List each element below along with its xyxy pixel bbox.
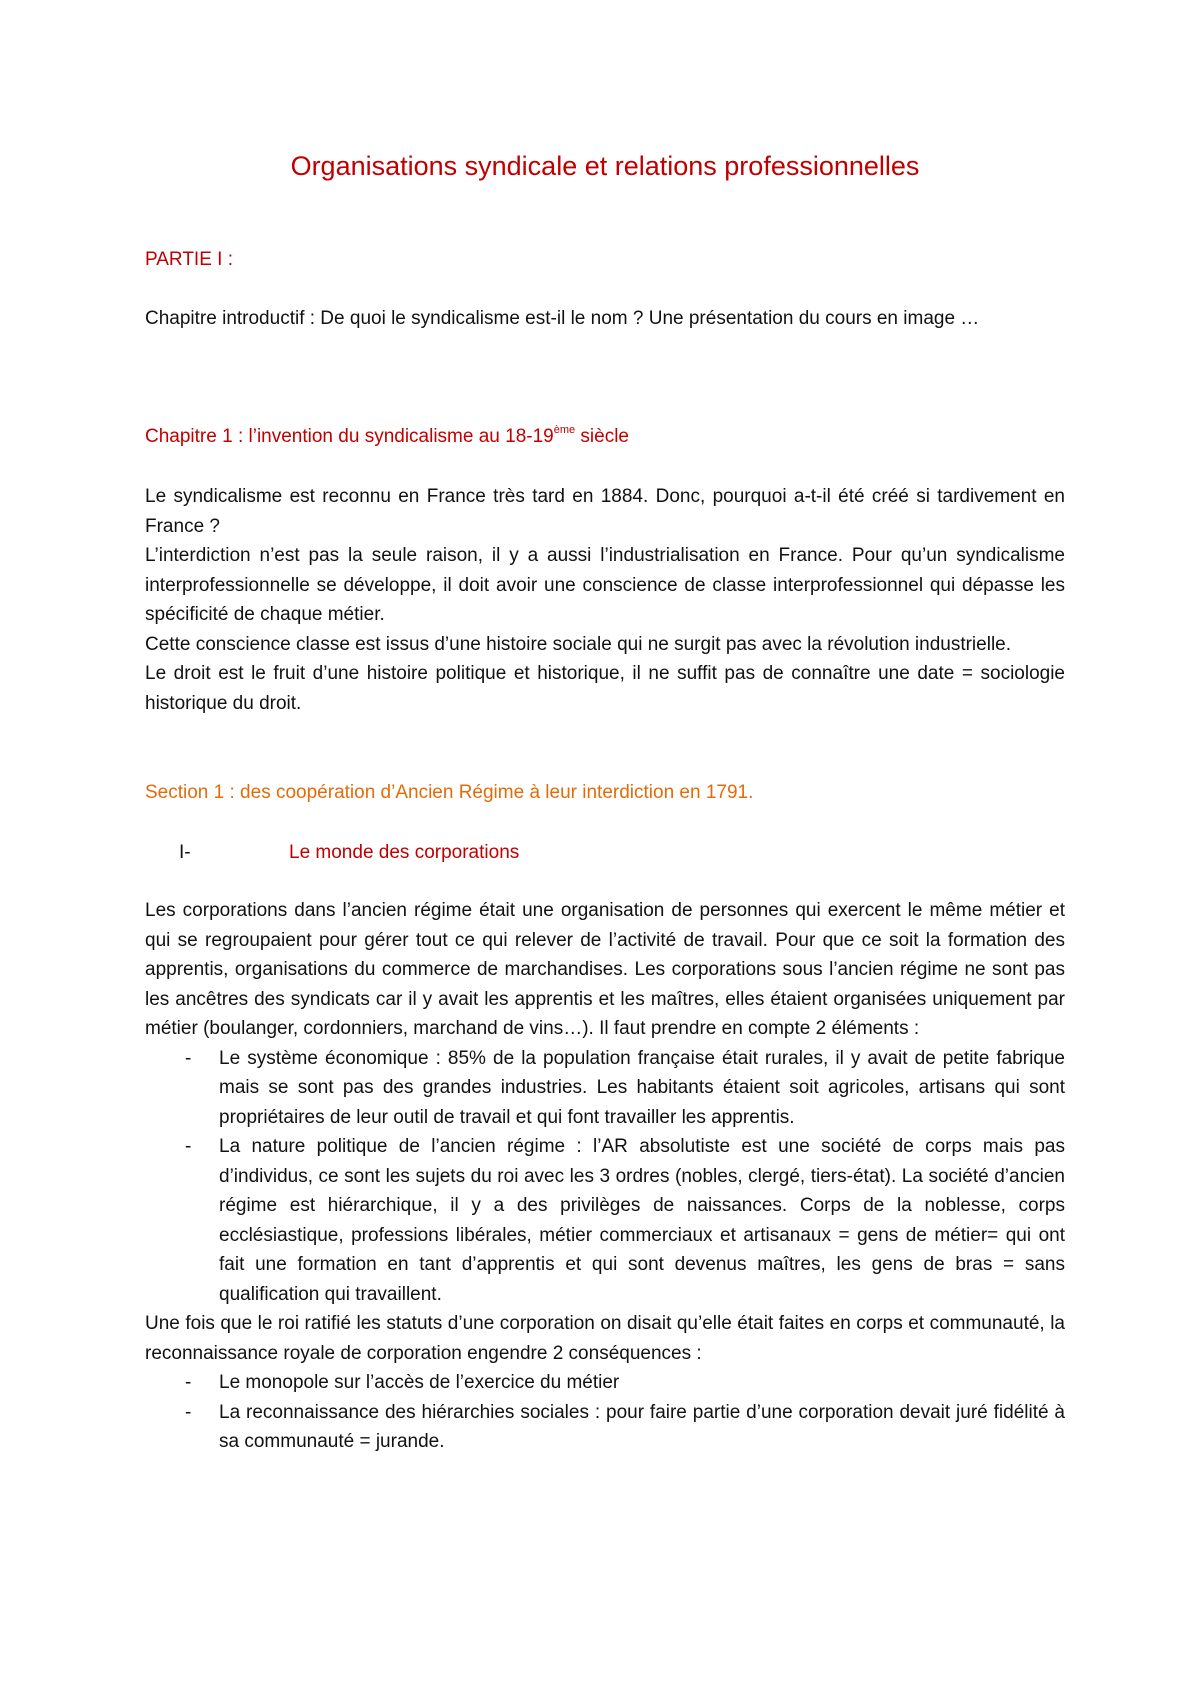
chapter-1-heading — [145, 422, 629, 452]
section-1-body — [145, 896, 1065, 1457]
section-1-heading: Section 1 : des coopération d’Ancien Régime à leur interdiction en 1791. — [145, 782, 754, 803]
list-item — [145, 1044, 1065, 1133]
chapter-1-body — [145, 482, 1065, 718]
intro-chapter-paragraph: Chapitre introductif : De quoi le syndicalisme est-il le nom ? Une présentation du cours en image … — [145, 308, 980, 329]
list-item — [145, 1132, 1065, 1309]
list-item — [145, 1368, 1065, 1398]
subsection-heading — [145, 838, 519, 868]
section-paragraph: Les corporations dans l’ancien régime était une organisation de personnes qui exercent le même métier et qui se regroupaient pour gérer tout ce qui relever de l’activité de travail. Pour que ce soit la formation des apprentis, organisations du commerce de marchandises. Les corporations sous l’ancien régime ne sont pas les ancêtres des syndicats car il y avait les apprentis et les maîtres, elles étaient organisées uniquement par métier (boulanger, cordonniers, marchand de vins…). Il faut prendre en compte 2 éléments : — [145, 900, 1065, 1039]
chapter-1-heading-suffix: siècle — [575, 426, 629, 447]
subsection-title: Le monde des corporations — [289, 842, 520, 863]
chapter-1-paragraph: Cette conscience classe est issus d’une histoire sociale qui ne surgit pas avec la révolution industrielle. — [145, 633, 1012, 655]
list-item-text: Le système économique : 85% de la population française était rurales, il y avait de petite fabrique mais se sont pas des grandes industries. Les habitants étaient soit agricoles, artisans qui sont propriétaires de leur outil de travail et qui font travailler les apprentis. — [219, 1047, 1065, 1128]
dash-bullet: - — [185, 1136, 192, 1157]
list-item — [145, 1398, 1065, 1457]
list-item-text: La nature politique de l’ancien régime : l’AR absolutiste est une société de corps mais pas d’individus, ce sont les sujets du roi avec les 3 ordres (nobles, clergé, tiers-état). La société d’ancien régime est hiérarchique, il y a des privilèges de naissances. Corps de la noblesse, corps ecclésiastique, professions libérales, métier commerciaux et artisanaux = gens de métier= qui ont fait une formation en tant d’apprentis et qui sont devenus maîtres, les gens de bras = sans qualification qui travaillent. — [219, 1136, 1065, 1305]
chapter-1-paragraph: L’interdiction n’est pas la seule raison, il y a aussi l’industrialisation en France. Pour qu’un syndicalisme interprofessionnelle se développe, il doit avoir une conscience de classe interprofessionnel qui dépasse les spécificité de chaque métier. — [145, 545, 1065, 625]
document-title: Organisations syndicale et relations professionnelles — [290, 151, 920, 181]
chapter-1-heading-superscript: ème — [553, 424, 576, 436]
bullet-list — [145, 1368, 1065, 1457]
chapter-1-heading-text: Chapitre 1 : l’invention du syndicalisme au 18-19 — [145, 426, 554, 447]
dash-bullet: - — [185, 1372, 192, 1393]
bullet-list — [145, 1044, 1065, 1310]
chapter-1-paragraph: Le syndicalisme est reconnu en France très tard en 1884. Donc, pourquoi a-t-il été créé si tardivement en France ? — [145, 486, 1065, 537]
subsection-number: I- — [179, 842, 191, 863]
section-paragraph: Une fois que le roi ratifié les statuts d’une corporation on disait qu’elle était faites en corps et communauté, la reconnaissance royale de corporation engendre 2 conséquences : — [145, 1313, 1065, 1364]
list-item-text: Le monopole sur l’accès de l’exercice du métier — [219, 1372, 620, 1393]
list-item-text: La reconnaissance des hiérarchies sociales : pour faire partie d’une corporation devait juré fidélité à sa communauté = jurande. — [219, 1401, 1065, 1452]
part-heading: PARTIE I : — [145, 249, 233, 270]
dash-bullet: - — [185, 1401, 192, 1423]
dash-bullet: - — [185, 1047, 192, 1069]
chapter-1-paragraph: Le droit est le fruit d’une histoire politique et historique, il ne suffit pas de connaître une date = sociologie historique du droit. — [145, 663, 1065, 714]
